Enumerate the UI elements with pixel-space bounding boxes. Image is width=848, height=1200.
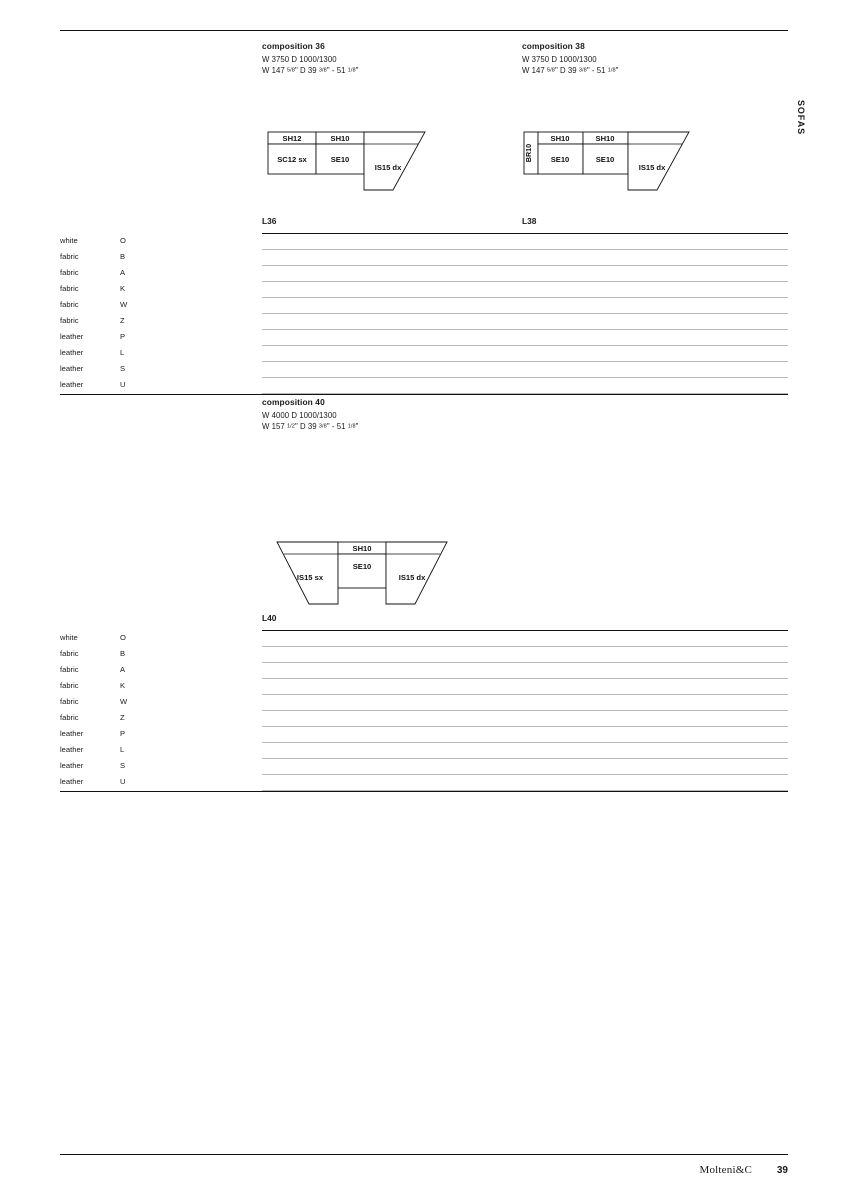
composition-36-diagram bbox=[262, 128, 442, 208]
dim-frac: 5/8 bbox=[547, 67, 555, 74]
composition-40-diagram bbox=[260, 538, 460, 618]
material-code: S bbox=[120, 761, 126, 770]
module-label-is15sx: IS15 sx bbox=[296, 573, 324, 582]
material-name: fabric bbox=[60, 268, 79, 277]
dim-frac: 1/8 bbox=[347, 423, 356, 430]
material-name: white bbox=[60, 236, 78, 245]
module-label-sh10-b: SH10 bbox=[595, 134, 615, 143]
composition-38-dim-imperial bbox=[522, 66, 752, 75]
module-label-sh10: SH10 bbox=[352, 544, 372, 553]
material-name: leather bbox=[60, 729, 84, 738]
dim-part: W 147 bbox=[522, 66, 548, 75]
material-name: leather bbox=[60, 364, 84, 373]
material-row bbox=[60, 695, 788, 711]
bottom-rule bbox=[60, 1154, 788, 1155]
material-name: fabric bbox=[60, 665, 79, 674]
material-code: U bbox=[120, 380, 126, 389]
material-code: B bbox=[120, 252, 126, 261]
section-tab-sofas: SOFAS bbox=[796, 100, 806, 136]
material-row bbox=[60, 711, 788, 727]
dim-part: " D 39 bbox=[554, 66, 579, 75]
material-name: fabric bbox=[60, 284, 79, 293]
material-row bbox=[60, 362, 788, 378]
material-row bbox=[60, 727, 788, 743]
dim-part: " - 51 bbox=[326, 66, 348, 75]
material-row bbox=[60, 234, 788, 250]
materials-end-line bbox=[60, 394, 788, 395]
dim-frac: 1/2 bbox=[287, 423, 295, 430]
material-code: W bbox=[120, 697, 128, 706]
material-code: L bbox=[120, 745, 125, 754]
material-row bbox=[60, 631, 788, 647]
material-row bbox=[60, 743, 788, 759]
material-code: U bbox=[120, 777, 126, 786]
material-code: B bbox=[120, 649, 126, 658]
material-row bbox=[60, 775, 788, 791]
material-row bbox=[60, 378, 788, 394]
material-name: fabric bbox=[60, 681, 79, 690]
module-label-is15dx: IS15 dx bbox=[398, 573, 426, 582]
material-code: Z bbox=[120, 316, 125, 325]
dim-part: " - 51 bbox=[326, 422, 348, 431]
material-name: leather bbox=[60, 348, 84, 357]
composition-36-header bbox=[262, 41, 492, 77]
dim-part: " bbox=[355, 422, 359, 431]
material-name: fabric bbox=[60, 697, 79, 706]
module-label-sh10: SH10 bbox=[330, 134, 350, 143]
material-name: leather bbox=[60, 332, 84, 341]
materials-list-bottom bbox=[60, 631, 788, 791]
material-code: K bbox=[120, 681, 126, 690]
dim-part: " bbox=[615, 66, 619, 75]
material-name: fabric bbox=[60, 300, 79, 309]
module-label-se10: SE10 bbox=[352, 562, 372, 571]
material-name: white bbox=[60, 633, 78, 642]
material-name: fabric bbox=[60, 252, 79, 261]
material-name: fabric bbox=[60, 713, 79, 722]
material-name: fabric bbox=[60, 316, 79, 325]
material-name: leather bbox=[60, 777, 84, 786]
page-number: 39 bbox=[776, 1165, 788, 1176]
material-row bbox=[60, 679, 788, 695]
dim-frac: 5/8 bbox=[287, 67, 295, 74]
material-row bbox=[60, 250, 788, 266]
dim-part: W 157 bbox=[262, 422, 288, 431]
material-name: fabric bbox=[60, 649, 79, 658]
module-label-sh10-a: SH10 bbox=[550, 134, 570, 143]
materials-list-top bbox=[60, 234, 788, 394]
composition-36-dim-imperial bbox=[262, 66, 492, 75]
dim-part: " D 39 bbox=[294, 422, 319, 431]
material-code: A bbox=[120, 268, 126, 277]
composition-36-title: composition 36 bbox=[262, 41, 325, 51]
material-code: K bbox=[120, 284, 126, 293]
dim-frac: 3/8 bbox=[578, 67, 587, 74]
material-code: Z bbox=[120, 713, 125, 722]
page-footer bbox=[60, 1164, 788, 1180]
composition-40-dim-imperial bbox=[262, 422, 492, 431]
module-label-is15dx: IS15 dx bbox=[374, 163, 402, 172]
composition-38-code: L38 bbox=[522, 216, 537, 226]
composition-40-dim-metric: W 4000 D 1000/1300 bbox=[262, 411, 337, 420]
material-row bbox=[60, 663, 788, 679]
material-name: leather bbox=[60, 745, 84, 754]
brand-logo: Molteni&C bbox=[699, 1164, 752, 1176]
dim-frac: 1/8 bbox=[607, 67, 616, 74]
top-rule bbox=[60, 30, 788, 31]
material-code: L bbox=[120, 348, 125, 357]
module-label-se10-b: SE10 bbox=[595, 155, 615, 164]
material-name: leather bbox=[60, 761, 84, 770]
module-label-se10-a: SE10 bbox=[550, 155, 570, 164]
material-code: S bbox=[120, 364, 126, 373]
dim-frac: 3/8 bbox=[318, 423, 327, 430]
material-code: O bbox=[120, 633, 126, 642]
material-row bbox=[60, 266, 788, 282]
module-label-sh12: SH12 bbox=[282, 134, 302, 143]
dim-frac: 3/8 bbox=[318, 67, 327, 74]
material-row bbox=[60, 314, 788, 330]
dim-part: " D 39 bbox=[294, 66, 319, 75]
material-code: W bbox=[120, 300, 128, 309]
module-label-is15dx: IS15 dx bbox=[638, 163, 666, 172]
material-code: P bbox=[120, 332, 126, 341]
material-row bbox=[60, 759, 788, 775]
composition-38-diagram bbox=[518, 128, 708, 208]
module-label-sc12sx: SC12 sx bbox=[277, 155, 307, 164]
material-row bbox=[60, 298, 788, 314]
module-label-br10: BR10 bbox=[524, 143, 533, 163]
material-row bbox=[60, 346, 788, 362]
dim-frac: 1/8 bbox=[347, 67, 356, 74]
material-row bbox=[60, 282, 788, 298]
dim-part: W 147 bbox=[262, 66, 288, 75]
materials-end-line bbox=[60, 791, 788, 792]
composition-38-dim-metric: W 3750 D 1000/1300 bbox=[522, 55, 597, 64]
material-code: P bbox=[120, 729, 126, 738]
dim-part: " - 51 bbox=[586, 66, 608, 75]
module-label-se10: SE10 bbox=[330, 155, 350, 164]
composition-40-title: composition 40 bbox=[262, 397, 325, 407]
composition-36-code: L36 bbox=[262, 216, 277, 226]
material-code: O bbox=[120, 236, 126, 245]
material-row bbox=[60, 647, 788, 663]
composition-40-code: L40 bbox=[262, 613, 277, 623]
composition-38-header bbox=[522, 41, 752, 77]
material-code: A bbox=[120, 665, 126, 674]
material-row bbox=[60, 330, 788, 346]
material-name: leather bbox=[60, 380, 84, 389]
composition-36-dim-metric: W 3750 D 1000/1300 bbox=[262, 55, 337, 64]
composition-38-title: composition 38 bbox=[522, 41, 585, 51]
dim-part: " bbox=[355, 66, 359, 75]
composition-40-header bbox=[262, 397, 492, 433]
